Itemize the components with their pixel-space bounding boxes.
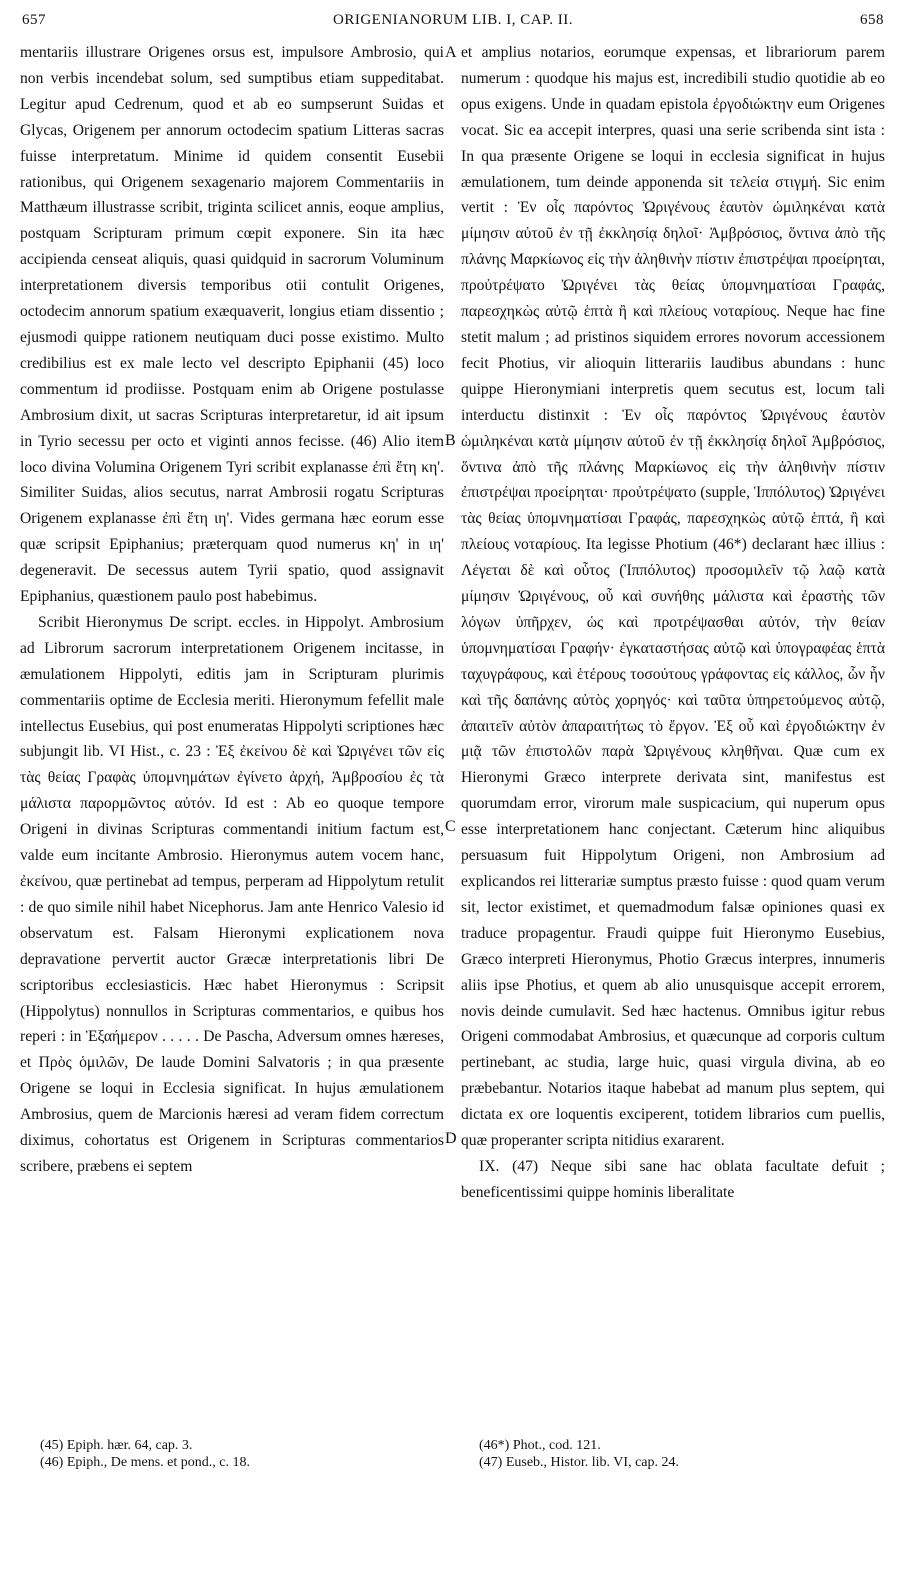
page-number-right: 658 [860,12,884,28]
footnotes-left [40,1437,250,1471]
footnote-46-star: (46*) Phot., cod. 121. [479,1438,601,1453]
margin-letter-d: D [445,1130,457,1147]
right-paragraph-2: IX. (47) Neque sibi sane hac oblata facultate defuit ; beneficentissimi quippe hominis liberalitate [461,1157,885,1201]
margin-letter-b: B [445,432,456,449]
footnote-45: (45) Epiph. hær. 64, cap. 3. [40,1438,193,1453]
margin-letter-a: A [445,44,457,61]
right-column [461,40,885,1206]
running-header [22,12,884,36]
right-paragraph-1: et amplius notarios, eorumque expensas, et librariorum parem numerum : quodque his majus est, incredibili studio quotidie ab eo opus exigens. Unde in quadam epistola ἐργοδιώκτην eum Origenes vocat. Sic ea accepit interpres, quasi una serie scribenda sint ista : In qua præsente Origene se loqui in ecclesia significat in hujus æmulationem, tum deinde apponenda sit τελεία στιγμή. Sic enim vertit : Ἐν οἷς παρόντος Ὠριγένους ἑαυτὸν ὡμιληκέναι κατὰ μίμησιν αὐτοῦ ἐν τῇ ἐκκλησίᾳ δηλοῖ· Ἀμβρόσιος, ὅντινα ἀπὸ τῆς πλάνης Μαρκίωνος εἰς τὴν ἀληθινὴν πίστιν ἐπιστρέψαι προείρηται, προὐτρέψατο Ὠριγένει τὰς θείας ὑπομνηματίσαι Γραφάς, παρεσχηκὼς αὐτῷ ἑπτὰ ἢ καὶ πλείους νοταρίους. Neque hac fine stetit malum ; ad pristinos siquidem errores novorum accessionem fecit Photius, vir alioquin litterariis laudibus abundans : hunc quippe Hieronymiani interpretis quem secutus est, locum tali interductu distinxit : Ἐν οἷς παρόντος Ὠριγένους ἑαυτὸν ὡμιληκέναι κατὰ μίμησιν αὐτοῦ ἐν τῇ ἐκκλησίᾳ δηλοῖ Ἀμβρόσιος, ὅντινα ἀπὸ τῆς πλάνης Μαρκίωνος εἰς τὴν ἀληθινὴν πίστιν ἐπιστρέψαι προείρηται· προὐτρέψατο (supple, Ἱππόλυτος) Ὠριγένει τὰς θείας ὑπομνηματίσαι Γραφάς, παρεσχηκὼς αὐτῷ ἑπτά, ἢ καὶ πλείους νοταρίους. Ita legisse Photium (46*) declarant hæc illius : Λέγεται δὲ καὶ οὗτος (Ἱππόλυτος) προσομιλεῖν τῷ λαῷ κατὰ μίμησιν Ὠριγένους, οὗ καὶ συνήθης μάλιστα καὶ ἐραστὴς τῶν λόγων ὑπῆρχεν, ὡς καὶ προτρέψασθαι αὐτόν, τὴν θείαν ὑπομνηματίσαι Γραφήν· ἐγκαταστήσας αὐτῷ καὶ ὑπογραφέας ἑπτὰ ταχυγράφους, καὶ ἑτέρους τοσούτους γράφοντας εἰς κάλλος, ὧν ἦν καὶ τῆς δαπάνης αὐτὸς χορηγός· καὶ ταῦτα ὑπηρετούμενος αὐτῷ, ἀπαιτεῖν αὐτὸν ἀπαραιτήτως τὸ ἔργον. Ἐξ οὗ καὶ ἐργοδιώκτην ἐν μιᾷ τῶν ἐπιστολῶν παρὰ Ὠριγένους κληθῆναι. Quæ cum ex Hieronymi Græco interprete derivata sint, manifestus est quorumdam error, virorum male suspicacium, qui nuperum opus esse interpretationem hanc conjectant. Cæterum hinc aliquibus persuasum fuit Hippolytum Origeni, non Ambrosium ad explicandos rei litterariæ sumptus præsto fuisse : quod quam verum sit, lector existimet, et quemadmodum falsæ opiniones quasi ex traduce propagentur. Fraudi quippe fuit Hieronymo Eusebius, Græco interpreti Hieronymus, Photio Græcus interpres, innumeris aliis ipse Photius, et quem ab alio unusquisque accepit errorem, novis deinde cumulavit. Sed hæc hactenus. Omnibus igitur rebus Origeni commodabat Ambrosius, et quæcunque ad corporis cultum pertinebant, ac studia, large huic, quasi virgula divina, ab eo præbebantur. Notarios itaque habebat ad manum plus septem, qui dictata ex ore loquentis exciperent, totidem librarios cum puellis, quæ properanter scripta nitidius exararent. [461,44,885,1150]
page-number-left: 657 [22,12,46,28]
footnotes-right [479,1437,679,1471]
footnote-47: (47) Euseb., Histor. lib. VI, cap. 24. [479,1455,679,1470]
footnote-46: (46) Epiph., De mens. et pond., c. 18. [40,1455,250,1470]
left-column [20,40,444,1180]
running-title: ORIGENIANORUM LIB. I, CAP. II. [333,12,573,28]
left-paragraph-1: mentariis illustrare Origenes orsus est, impulsore Ambrosio, qui non verbis incendebat solum, sed sumptibus etiam suppeditabat. Legitur apud Cedrenum, quod et ab eo sumpserunt Suidas et Glycas, Origenem per annorum octodecim spatium Litteras sacras fuisse interpretatum. Minime id quidem consentit Eusebii rationibus, qui Origenem sexagenario majorem Commentariis in Matthæum illustrasse scribit, triginta scilicet annis, eoque amplius, postquam Scripturam primum cœpit exponere. Sin ita hæc accipienda censeat aliquis, quasi quidquid in sacrorum Voluminum interpretationem diversis temporibus otii contulit Origenes, octodecim annorum spatium exæquaverit, longius etiam dissentio ; ejusmodi quippe rationem neutiquam duci posse existimo. Multo credibilius est ex male lecto vel descripto Epiphanii (45) loco commentum id prodiisse. Postquam enim ab Origene postulasse Ambrosium dixit, ut sacras Scripturas interpretaretur, id ait ipsum in Tyrio secessu per octo et viginti annos fecisse. (46) Alio item loco divina Volumina Origenem Tyri scribit explanasse ἐπὶ ἔτη κη'. Similiter Suidas, alios secutus, narrat Ambrosii rogatu Scripturas Origenem explanasse ἐπὶ ἔτη ιη'. Vides germana hæc eorum esse quæ scripsit Epiphanius; præterquam quod numerus κη' in ιη' degeneravit. De secessus autem Tyrii spatio, quod assignavit Epiphanius, quæstionem paulo post habebimus. [20,44,444,606]
left-paragraph-2: Scribit Hieronymus De script. eccles. in Hippolyt. Ambrosium ad Librorum sacrorum interpretationem Origenem incitasse, in æmulationem Hippolyti, editis jam in Scripturam plurimis commentariis optime de Ecclesia meriti. Hieronymum fefellit male intellectus Eusebius, qui post enumeratas Hippolyti scriptiones hæc subjungit lib. VI Hist., c. 23 : Ἐξ ἐκείνου δὲ καὶ Ὠριγένει τῶν εἰς τὰς θείας Γραφὰς ὑπομνημάτων ἐγίνετο ἀρχή, Ἀμβροσίου ἐς τὰ μάλιστα παρορμῶντος αὐτόν. Id est : Ab eo quoque tempore Origeni in divinas Scripturas commentandi initium factum est, valde eum incitante Ambrosio. Hieronymus autem vocem hanc, ἐκείνου, quæ pertinebat ad tempus, perperam ad Hippolytum retulit : de quo simile nihil habet Nicephorus. Jam ante Henrico Valesio id observatum est. Falsam Hieronymi explicationem nova depravatione pervertit auctor Græcæ interpretationis libri De scriptoribus ecclesiasticis. Hæc habet Hieronymus : Scripsit (Hippolytus) nonnullos in Scripturas commentarios, e quibus hos reperi : in Ἑξαήμερον . . . . . De Pascha, Adversum omnes hæreses, et Πρὸς ὁμιλῶν, De laude Domini Salvatoris ; in qua præsente Origene se loqui in Ecclesia significat. In hujus æmulationem Ambrosius, quem de Marcionis hæresi ad veram fidem correctum diximus, cohortatus est Origenem in Scripturas commentarios scribere, præbens ei septem [20,613,444,1175]
margin-letter-c: C [445,818,456,835]
